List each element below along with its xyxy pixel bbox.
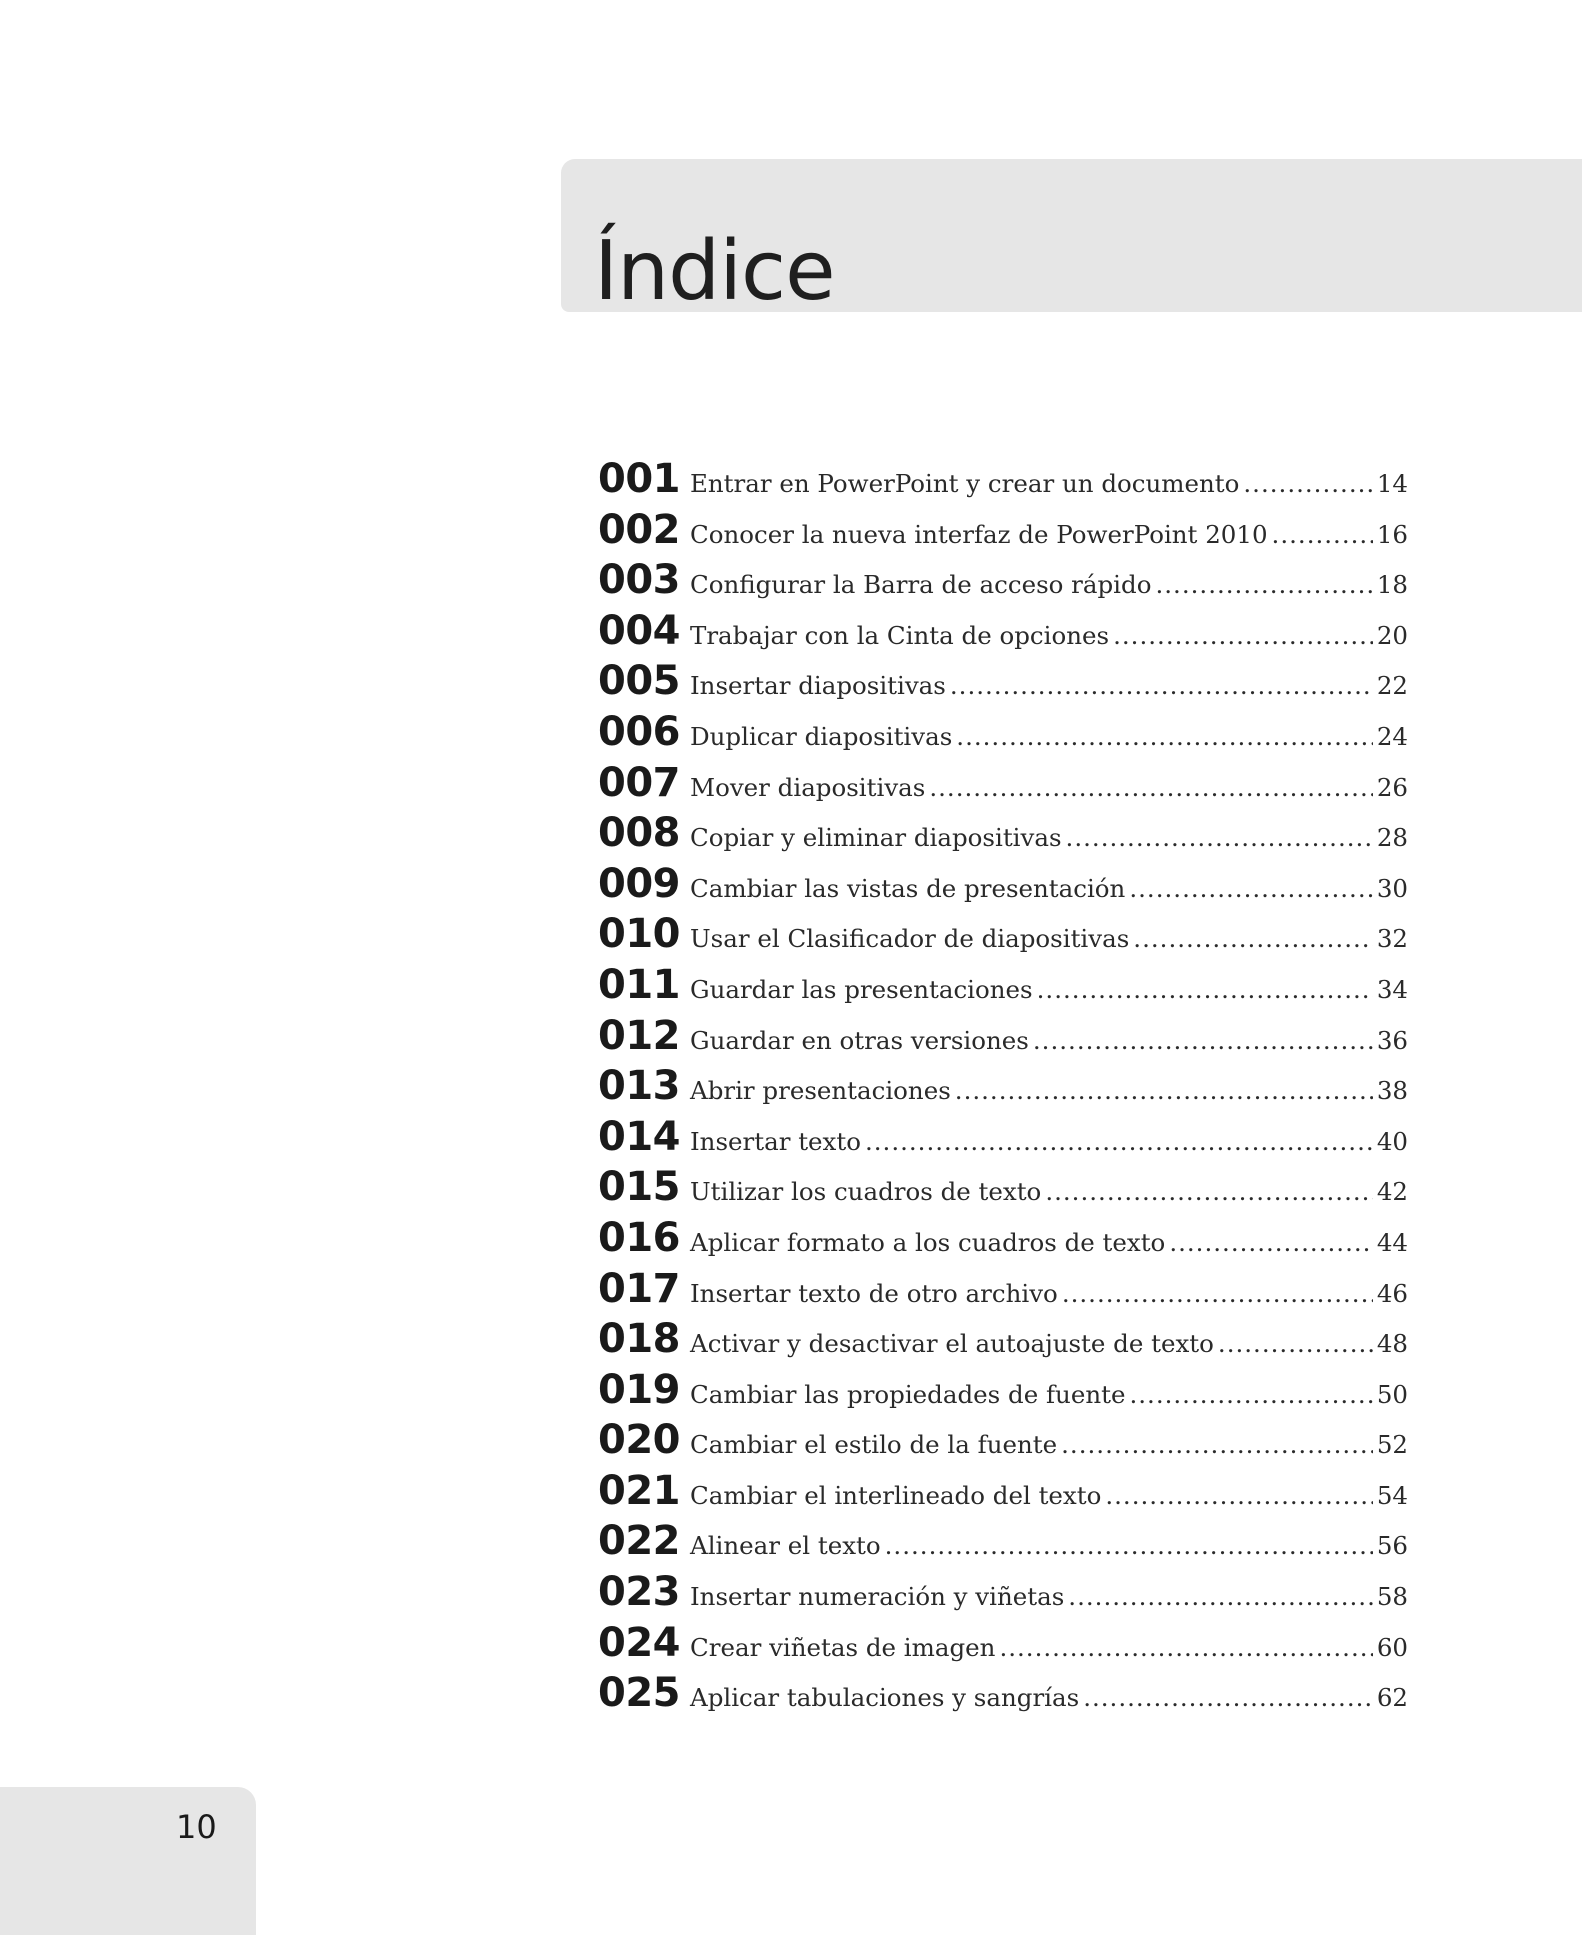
page-title: Índice [594, 224, 835, 319]
entry-title: Guardar en otras versiones [690, 1025, 1029, 1055]
entry-title: Insertar numeración y viñetas [690, 1582, 1065, 1612]
entry-title: Configurar la Barra de acceso rápido [690, 570, 1152, 600]
entry-page-number: 20 [1376, 620, 1408, 650]
entry-number: 016 [598, 1214, 680, 1261]
entry-title: Entrar en PowerPoint y crear un documento [690, 469, 1240, 498]
entry-title: Insertar texto [690, 1126, 861, 1156]
entry-number: 006 [598, 708, 680, 755]
toc-entry [598, 658, 1408, 709]
entry-title: Abrir presentaciones [690, 1076, 951, 1106]
entry-title: Crear viñetas de imagen [690, 1632, 996, 1662]
toc-entry [598, 1266, 1408, 1317]
entry-number: 023 [598, 1569, 680, 1616]
toc-entry [598, 1215, 1408, 1266]
dot-leader [1129, 874, 1372, 903]
toc-entry [598, 1569, 1408, 1620]
entry-number: 002 [598, 506, 680, 553]
entry-number: 017 [598, 1265, 680, 1312]
entry-page-number: 48 [1376, 1329, 1408, 1359]
entry-page-number: 62 [1376, 1683, 1408, 1713]
entry-page-number: 56 [1376, 1531, 1408, 1561]
dot-leader [1272, 520, 1373, 549]
entry-number: 019 [598, 1366, 680, 1413]
entry-number: 020 [598, 1417, 680, 1464]
toc-entry [598, 1164, 1408, 1215]
entry-page-number: 28 [1376, 823, 1408, 853]
entry-number: 003 [598, 557, 680, 604]
entry-page-number: 18 [1376, 570, 1408, 600]
dot-leader [1037, 975, 1373, 1004]
toc-entry [598, 1063, 1408, 1114]
entry-number: 005 [598, 658, 680, 705]
toc-entry [598, 911, 1408, 962]
entry-title: Cambiar las vistas de presentación [690, 873, 1126, 903]
entry-page-number: 46 [1376, 1278, 1408, 1308]
dot-leader [1062, 1279, 1373, 1308]
toc-entry [598, 557, 1408, 608]
dot-leader [1066, 823, 1373, 852]
entry-page-number: 38 [1376, 1076, 1408, 1106]
table-of-contents [598, 456, 1408, 1721]
toc-entry [598, 962, 1408, 1013]
entry-title: Guardar las presentaciones [690, 974, 1033, 1004]
entry-title: Insertar texto de otro archivo [690, 1278, 1058, 1308]
entry-number: 024 [598, 1619, 680, 1666]
toc-entry [598, 1518, 1408, 1569]
entry-title: Mover diapositivas [690, 772, 926, 802]
dot-leader [1045, 1177, 1373, 1206]
entry-number: 010 [598, 911, 680, 958]
entry-title: Alinear el texto [690, 1531, 881, 1561]
entry-number: 012 [598, 1012, 680, 1059]
dot-leader [999, 1633, 1372, 1662]
entry-page-number: 42 [1376, 1177, 1408, 1207]
entry-page-number: 36 [1376, 1025, 1408, 1055]
entry-title: Insertar diapositivas [690, 671, 946, 701]
entry-number: 007 [598, 759, 680, 806]
entry-title: Conocer la nueva interfaz de PowerPoint 2010 [690, 519, 1268, 549]
dot-leader [1133, 924, 1373, 953]
entry-page-number: 34 [1376, 974, 1408, 1004]
dot-leader [1083, 1683, 1373, 1712]
toc-entry [598, 709, 1408, 760]
entry-title: Activar y desactivar el autoajuste de texto [690, 1329, 1214, 1359]
dot-leader [1113, 621, 1373, 650]
entry-page-number: 30 [1376, 873, 1408, 903]
toc-entry [598, 1367, 1408, 1418]
entry-page-number: 26 [1376, 772, 1408, 802]
entry-title: Utilizar los cuadros de texto [690, 1177, 1042, 1207]
entry-number: 009 [598, 860, 680, 907]
entry-title: Cambiar el interlineado del texto [690, 1480, 1102, 1510]
entry-number: 008 [598, 810, 680, 857]
toc-entry [598, 1114, 1408, 1165]
toc-entry [598, 608, 1408, 659]
dot-leader [1061, 1430, 1373, 1459]
dot-leader [885, 1531, 1373, 1560]
dot-leader [1105, 1481, 1372, 1510]
entry-page-number: 14 [1376, 469, 1408, 498]
entry-number: 013 [598, 1063, 680, 1110]
toc-entry [598, 507, 1408, 558]
entry-title: Trabajar con la Cinta de opciones [690, 620, 1110, 650]
entry-number: 004 [598, 607, 680, 654]
toc-entry [598, 456, 1408, 507]
dot-leader [955, 1076, 1373, 1105]
toc-entry [598, 1670, 1408, 1721]
entry-number: 022 [598, 1518, 680, 1565]
page-number: 10 [176, 1808, 217, 1846]
entry-page-number: 24 [1376, 721, 1408, 751]
entry-title: Usar el Clasificador de diapositivas [690, 924, 1130, 954]
entry-page-number: 32 [1376, 924, 1408, 954]
toc-entry [598, 1013, 1408, 1064]
entry-page-number: 44 [1376, 1227, 1408, 1257]
entry-title: Cambiar las propiedades de fuente [690, 1379, 1126, 1409]
entry-page-number: 22 [1376, 671, 1408, 701]
dot-leader [1155, 570, 1372, 599]
dot-leader [1033, 1026, 1373, 1055]
entry-title: Duplicar diapositivas [690, 721, 953, 751]
toc-entry [598, 760, 1408, 811]
entry-page-number: 54 [1376, 1480, 1408, 1510]
entry-page-number: 60 [1376, 1632, 1408, 1662]
entry-title: Aplicar formato a los cuadros de texto [690, 1227, 1166, 1257]
entry-page-number: 58 [1376, 1582, 1408, 1612]
toc-entry [598, 1316, 1408, 1367]
folio-tab [0, 1787, 256, 1935]
toc-entry [598, 861, 1408, 912]
entry-number: 021 [598, 1467, 680, 1514]
toc-entry [598, 1468, 1408, 1519]
entry-number: 015 [598, 1164, 680, 1211]
entry-number: 025 [598, 1670, 680, 1717]
entry-page-number: 52 [1376, 1430, 1408, 1460]
entry-page-number: 40 [1376, 1126, 1408, 1156]
dot-leader [956, 722, 1373, 751]
entry-title: Copiar y eliminar diapositivas [690, 823, 1062, 853]
entry-page-number: 50 [1376, 1379, 1408, 1409]
entry-number: 001 [598, 456, 680, 502]
toc-entry [598, 1417, 1408, 1468]
dot-leader [1169, 1228, 1373, 1257]
dot-leader [1129, 1380, 1372, 1409]
dot-leader [1218, 1329, 1373, 1358]
entry-number: 014 [598, 1113, 680, 1160]
toc-entry [598, 810, 1408, 861]
entry-number: 011 [598, 961, 680, 1008]
entry-number: 018 [598, 1316, 680, 1363]
entry-page-number: 16 [1376, 519, 1408, 549]
entry-title: Aplicar tabulaciones y sangrías [690, 1683, 1080, 1713]
entry-title: Cambiar el estilo de la fuente [690, 1430, 1058, 1460]
dot-leader [865, 1127, 1373, 1156]
toc-entry [598, 1620, 1408, 1671]
dot-leader [950, 671, 1373, 700]
dot-leader [1068, 1582, 1373, 1611]
dot-leader [929, 773, 1372, 802]
dot-leader [1243, 469, 1372, 498]
